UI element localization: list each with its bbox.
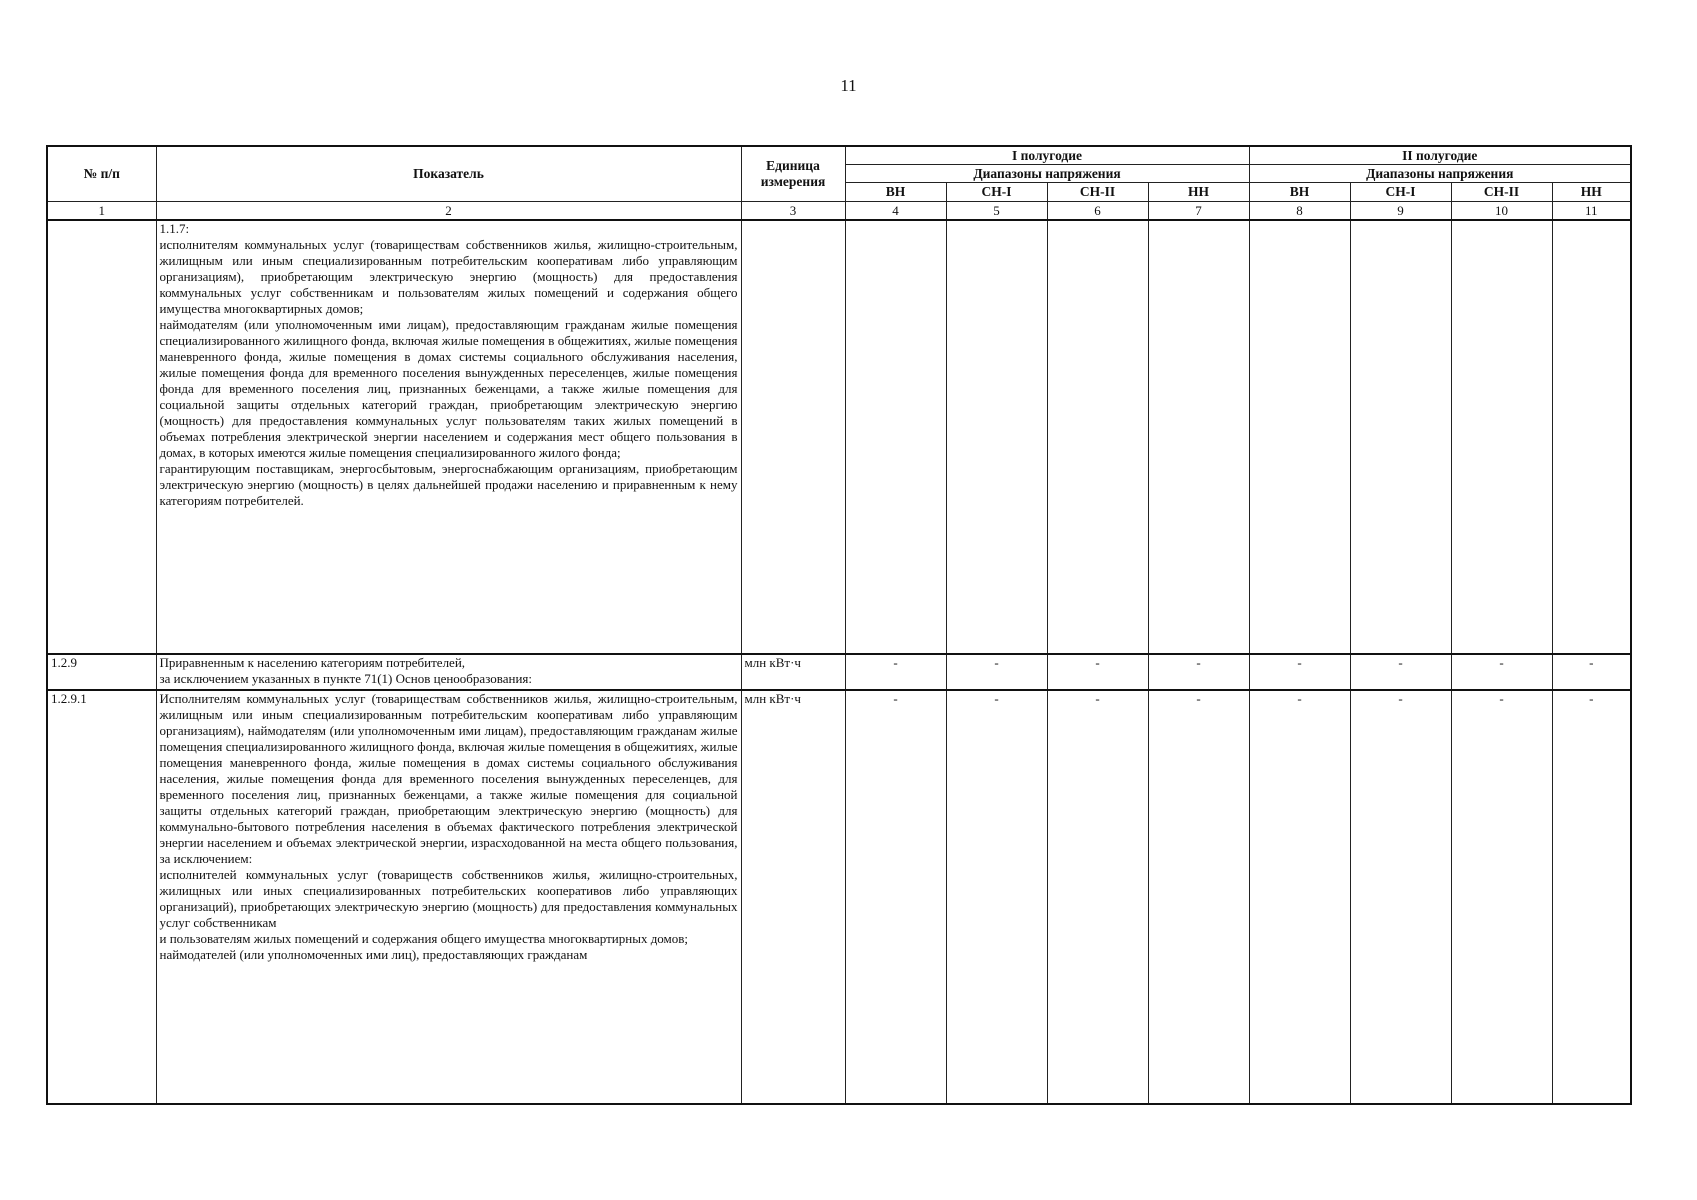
header-voltage: НН (1148, 183, 1249, 202)
row-value: - (1451, 654, 1552, 690)
row-value: - (845, 654, 946, 690)
column-number-row (47, 202, 1631, 221)
row-unit: млн кВт·ч (741, 690, 845, 1104)
row-value (1552, 220, 1631, 654)
header-voltage: СН-I (946, 183, 1047, 202)
row-indicator (156, 220, 741, 654)
row-unit: млн кВт·ч (741, 654, 845, 690)
header-unit: Единица измерения (741, 146, 845, 202)
indicator-paragraph: исполнителей коммунальных услуг (товариществ собственников жилья, жилищно-строительных, жилищных или иных специализированных потребительских кооперативов либо управляющих организаций), приобретающих электрическую энергию (мощность) для предоставления коммунальных услуг собственникам (159, 867, 738, 930)
header-voltage: СН-II (1451, 183, 1552, 202)
row-value (1350, 220, 1451, 654)
row-value: - (845, 690, 946, 1104)
header-num: № п/п (47, 146, 156, 202)
row-indicator (156, 654, 741, 690)
indicator-paragraph: гарантирующим поставщикам, энергосбытовым, энергоснабжающим организациям, приобретающим электрическую энергию (мощность) в целях дальнейшей продажи населению и приравненным к нему категориям потребителей. (159, 461, 738, 508)
header-voltage: НН (1552, 183, 1631, 202)
row-value: - (1552, 654, 1631, 690)
row-value: - (1148, 654, 1249, 690)
indicator-paragraph: Исполнителям коммунальных услуг (товариществам собственников жилья, жилищно-строительным, жилищным или иным специализированным потребительским кооперативам либо управляющим организациям), наймодателям (или уполномоченным ими лицам), предоставляющим гражданам жилые помещения специализированного жилищного фонда, включая жилые помещения в общежитиях, жилые помещения маневренного фонда, жилые помещения в домах системы социального обслуживания населения, жилые помещения фонда для временного поселения вынужденных переселенцев, для временного поселения лиц, признанных беженцами, а также жилые помещения для социальной защиты отдельных категорий граждан, приобретающим электрическую энергию (мощность) для коммунально-бытового потребления населения в объемах фактического потребления электрической энергии населением и объемах электрической энергии, израсходованной на места общего пользования, за исключением: (159, 691, 738, 866)
header-voltage: СН-II (1047, 183, 1148, 202)
row-value: - (1451, 690, 1552, 1104)
row-value: - (1350, 654, 1451, 690)
column-number: 3 (741, 202, 845, 221)
row-value: - (1047, 690, 1148, 1104)
row-value: - (946, 690, 1047, 1104)
row-value: - (1350, 690, 1451, 1104)
header-indicator: Показатель (156, 146, 741, 202)
row-value: - (1047, 654, 1148, 690)
row-value (1148, 220, 1249, 654)
header-voltage: СН-I (1350, 183, 1451, 202)
table-row (47, 690, 1631, 1104)
indicator-paragraph: наймодателей (или уполномоченных ими лиц), предоставляющих гражданам (159, 947, 588, 962)
indicator-paragraph: Приравненным к населению категориям потребителей, (159, 655, 466, 670)
row-value (1451, 220, 1552, 654)
column-number: 4 (845, 202, 946, 221)
header-voltage: ВН (1249, 183, 1350, 202)
column-number: 6 (1047, 202, 1148, 221)
table-header (47, 146, 1631, 202)
column-number: 5 (946, 202, 1047, 221)
row-value (1249, 220, 1350, 654)
column-number: 2 (156, 202, 741, 221)
column-number: 9 (1350, 202, 1451, 221)
row-indicator (156, 690, 741, 1104)
table-row (47, 654, 1631, 690)
row-value (845, 220, 946, 654)
row-number: 1.2.9.1 (47, 690, 156, 1104)
header-half1: I полугодие (845, 146, 1249, 165)
column-number: 8 (1249, 202, 1350, 221)
row-value: - (1249, 654, 1350, 690)
column-number: 1 (47, 202, 156, 221)
header-range2: Диапазоны напряжения (1249, 165, 1631, 183)
row-unit (741, 220, 845, 654)
page-number: 11 (840, 76, 857, 95)
header-range1: Диапазоны напряжения (845, 165, 1249, 183)
indicator-paragraph: исполнителям коммунальных услуг (товариществам собственников жилья, жилищно-строительным, жилищным или иным специализированным потребительским кооперативам либо управляющим организациям), приобретающим электрическую энергию (мощность) для предоставления коммунальных услуг собственникам и пользователям жилых помещений и содержания общего имущества многоквартирных домов; (159, 237, 738, 316)
indicator-paragraph: 1.1.7: (159, 221, 190, 236)
row-value (946, 220, 1047, 654)
tariff-table (46, 145, 1632, 1105)
row-number (47, 220, 156, 654)
row-value: - (946, 654, 1047, 690)
row-value (1047, 220, 1148, 654)
header-voltage: ВН (845, 183, 946, 202)
row-value: - (1249, 690, 1350, 1104)
row-number: 1.2.9 (47, 654, 156, 690)
indicator-paragraph: и пользователям жилых помещений и содержания общего имущества многоквартирных домов; (159, 931, 689, 946)
row-value: - (1552, 690, 1631, 1104)
indicator-paragraph: наймодателям (или уполномоченным ими лицам), предоставляющим гражданам жилые помещения специализированного жилищного фонда, включая жилые помещения в общежитиях, жилые помещения маневренного фонда, жилые помещения в домах системы социального обслуживания населения, жилые помещения фонда для временного поселения вынужденных переселенцев, жилые помещения фонда для временного поселения лиц, признанных беженцами, а также жилые помещения для социальной защиты отдельных категорий граждан, приобретающим электрическую энергию (мощность) для предоставления коммунальных услуг пользователям таких жилых помещений в объемах потребления электрической энергии населением и содержания мест общего пользования в домах, в которых имеются жилые помещения специализированного жилого фонда; (159, 317, 738, 460)
indicator-paragraph: за исключением указанных в пункте 71(1) Основ ценообразования: (159, 671, 532, 686)
header-half2: II полугодие (1249, 146, 1631, 165)
column-number: 10 (1451, 202, 1552, 221)
row-value: - (1148, 690, 1249, 1104)
column-number: 7 (1148, 202, 1249, 221)
table-row (47, 220, 1631, 654)
column-number: 11 (1552, 202, 1631, 221)
